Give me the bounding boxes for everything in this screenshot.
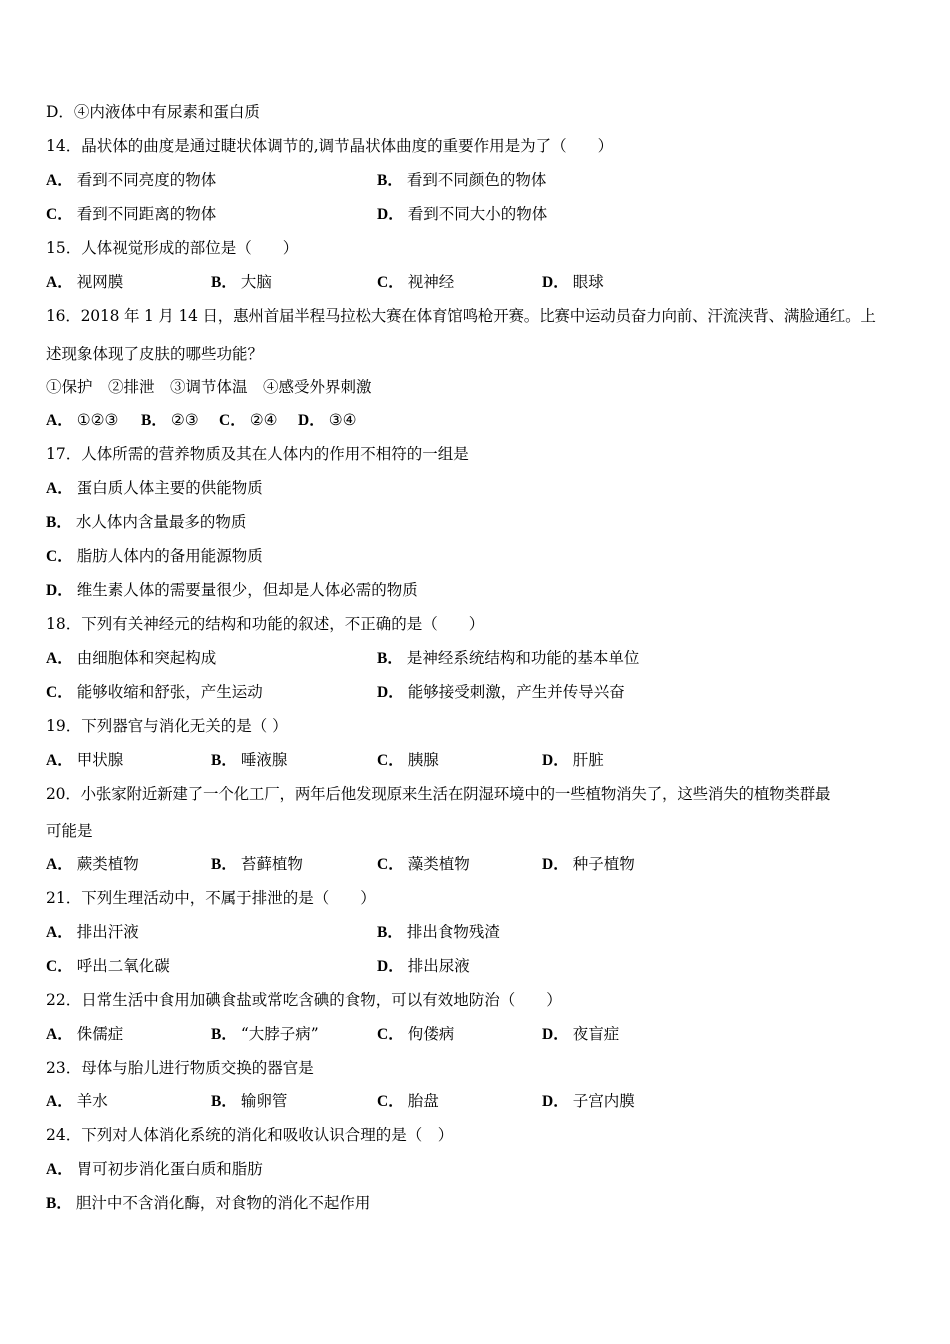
q20-stem-line2: 可能是 <box>46 822 93 840</box>
q24-option-b: B． 胆汁中不含消化酶，对食物的消化不起作用 <box>46 1194 371 1212</box>
q21-stem: 21．下列生理活动中，不属于排泄的是（ ） <box>46 889 376 907</box>
q16-items: ①保护 ②排泄 ③调节体温 ④感受外界刺激 <box>46 378 372 396</box>
q14-option-c: C． 看到不同距离的物体 <box>46 205 217 223</box>
q22-option-c: C． 佝偻病 <box>377 1025 455 1043</box>
q22-stem: 22．日常生活中食用加碘食盐或常吃含碘的食物，可以有效地防治（ ） <box>46 991 562 1009</box>
q18-option-b: B． 是神经系统结构和功能的基本单位 <box>377 649 640 667</box>
q16-stem-line2: 述现象体现了皮肤的哪些功能？ <box>46 345 264 363</box>
q19-stem: 19．下列器官与消化无关的是（ ） <box>46 717 288 735</box>
q21-option-d: D． 排出尿液 <box>377 957 470 975</box>
q15-option-c: C． 视神经 <box>377 273 455 291</box>
q15-option-b: B． 大脑 <box>211 273 272 291</box>
q16-stem-line1: 16．2018 年 1 月 14 日，惠州首届半程马拉松大赛在体育馆鸣枪开赛。比赛中运动员奋力向前、汗流浃背、满脸通红。上 <box>46 307 876 325</box>
q23-option-c: C． 胎盘 <box>377 1092 439 1110</box>
q23-stem: 23．母体与胎儿进行物质交换的器官是 <box>46 1059 314 1077</box>
q21-option-a: A． 排出汗液 <box>46 923 139 941</box>
q15-option-a: A． 视网膜 <box>46 273 124 291</box>
q22-option-b: B． “大脖子病” <box>211 1025 319 1043</box>
q15-option-d: D． 眼球 <box>542 273 604 291</box>
q21-option-c: C． 呼出二氧化碳 <box>46 957 170 975</box>
q17-option-a: A． 蛋白质人体主要的供能物质 <box>46 479 263 497</box>
q23-option-b: B． 输卵管 <box>211 1092 288 1110</box>
q14-option-a: A． 看到不同亮度的物体 <box>46 171 217 189</box>
q16-option-b: B． ②③ <box>141 411 199 429</box>
q23-option-d: D． 子宫内膜 <box>542 1092 635 1110</box>
q19-option-c: C． 胰腺 <box>377 751 439 769</box>
q19-option-a: A． 甲状腺 <box>46 751 124 769</box>
q20-option-a: A． 蕨类植物 <box>46 855 139 873</box>
q16-option-d: D． ③④ <box>298 411 357 429</box>
q14-stem: 14．晶状体的曲度是通过睫状体调节的,调节晶状体曲度的重要作用是为了（ ） <box>46 137 614 155</box>
q17-stem: 17．人体所需的营养物质及其在人体内的作用不相符的一组是 <box>46 445 469 463</box>
q22-option-a: A． 侏儒症 <box>46 1025 124 1043</box>
q21-option-b: B． 排出食物残渣 <box>377 923 500 941</box>
q16-option-a: A． ①②③ <box>46 411 119 429</box>
q17-option-c: C． 脂肪人体内的备用能源物质 <box>46 547 263 565</box>
q14-option-b: B． 看到不同颜色的物体 <box>377 171 547 189</box>
q15-stem: 15．人体视觉形成的部位是（ ） <box>46 239 299 257</box>
q16-option-c: C． ②④ <box>219 411 278 429</box>
q17-option-d: D． 维生素人体的需要量很少，但却是人体必需的物质 <box>46 581 418 599</box>
q18-stem: 18．下列有关神经元的结构和功能的叙述，不正确的是（ ） <box>46 615 485 633</box>
q14-option-d: D． 看到不同大小的物体 <box>377 205 548 223</box>
q24-stem: 24．下列对人体消化系统的消化和吸收认识合理的是（ ） <box>46 1126 454 1144</box>
q20-stem-line1: 20．小张家附近新建了一个化工厂，两年后他发现原来生活在阴湿环境中的一些植物消失了，这些消失的植物类群最 <box>46 785 831 803</box>
q19-option-d: D． 肝脏 <box>542 751 604 769</box>
q20-option-b: B． 苔藓植物 <box>211 855 303 873</box>
q18-option-d: D． 能够接受刺激，产生并传导兴奋 <box>377 683 625 701</box>
q18-option-a: A． 由细胞体和突起构成 <box>46 649 217 667</box>
q13-option-d: D．④内液体中有尿素和蛋白质 <box>46 103 260 121</box>
q24-option-a: A． 胃可初步消化蛋白质和脂肪 <box>46 1160 263 1178</box>
q20-option-d: D． 种子植物 <box>542 855 635 873</box>
q18-option-c: C． 能够收缩和舒张，产生运动 <box>46 683 263 701</box>
q23-option-a: A． 羊水 <box>46 1092 108 1110</box>
q20-option-c: C． 藻类植物 <box>377 855 470 873</box>
q19-option-b: B． 唾液腺 <box>211 751 288 769</box>
q17-option-b: B． 水人体内含量最多的物质 <box>46 513 247 531</box>
q22-option-d: D． 夜盲症 <box>542 1025 620 1043</box>
